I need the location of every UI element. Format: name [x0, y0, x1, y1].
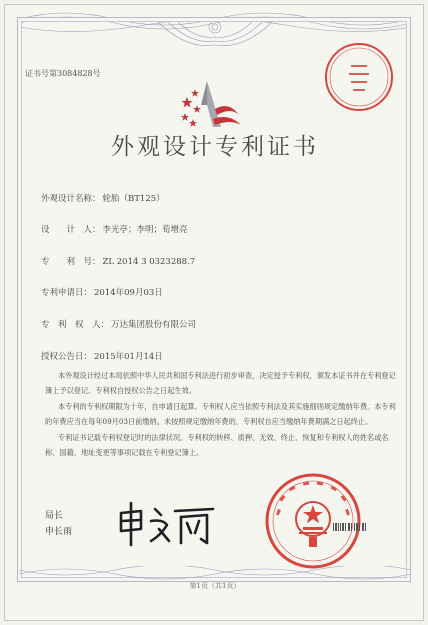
design-name-row: [41, 192, 165, 204]
patent-number-row: [41, 255, 195, 267]
design-special-seal: [323, 41, 395, 113]
body-paragraph: 本外观设计经过本局依照中华人民共和国专利法进行初步审查，决定授予专利权，颁发本证书并在专利登记簿上予以登记。专利权自授权公告之日起生效。: [45, 371, 396, 396]
body-paragraph: 本专利的专利权期限为十年，自申请日起算。专利权人应当依照专利法及其实施细则规定缴纳年费。本专利的年费应当在每年09月03日前缴纳。未按照规定缴纳年费的，专利权自应当缴纳年费期满之日起终止。: [45, 401, 396, 427]
handwritten-signature: [115, 499, 219, 549]
certificate-number: 证书号第3084828号: [25, 69, 101, 78]
grant-date-label: 授权公告日：: [41, 352, 93, 362]
designer-value: 李光亭；李明；荀增亮: [102, 225, 188, 235]
designer-label: 设 计 人：: [41, 225, 101, 235]
page-indicator: 第1页（共1页）: [189, 582, 241, 590]
director-name: 申长雨: [45, 527, 73, 537]
grant-date-row: [41, 350, 163, 362]
grant-date-value: 2015年01月14日: [94, 352, 163, 362]
patent-office-emblem: [177, 75, 245, 135]
design-name-value: 轮胎（BT125）: [102, 194, 165, 204]
design-name-label: 外观设计名称：: [41, 194, 101, 204]
patentee-row: [41, 318, 196, 330]
body-paragraph: 专利证书记载专利权登记时的法律状况。专利权的转移、质押、无效、终止、恢复和专利权人的姓名或名称、国籍、地址变更等事项记载在专利登记簿上。: [45, 432, 389, 458]
director-title: 局长: [45, 511, 64, 521]
filing-date-row: [41, 286, 163, 298]
certificate-title: 外观设计专利证书: [111, 134, 319, 160]
designer-row: [41, 223, 188, 235]
filing-date-label: 专利申请日：: [41, 288, 93, 298]
certificate-body: [45, 368, 397, 460]
patentee-label: 专 利 权 人：: [41, 320, 110, 330]
patent-number-value: ZL 2014 3 0323288.7: [102, 257, 196, 267]
patentee-value: 万达集团股份有限公司: [111, 320, 197, 330]
patent-office-seal: [263, 471, 363, 571]
serial-barcode: [333, 523, 367, 531]
patent-number-label: 专 利 号：: [41, 257, 101, 267]
certificate-sheet: [4, 4, 424, 621]
filing-date-value: 2014年09月03日: [94, 288, 163, 298]
